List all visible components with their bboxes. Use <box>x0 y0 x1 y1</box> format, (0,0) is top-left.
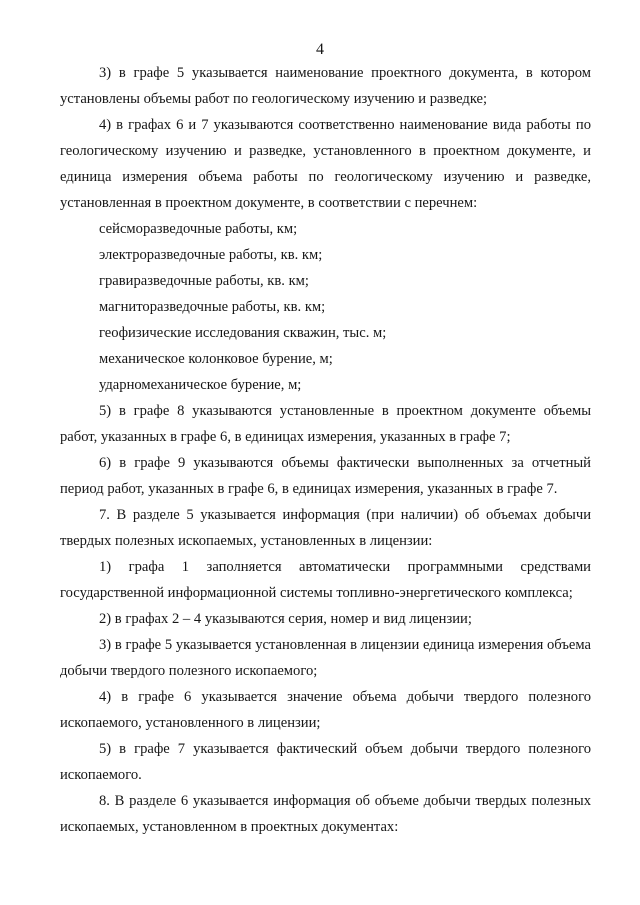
paragraph-graphs-2-4-license: 2) в графах 2 – 4 указываются серия, номер и вид лицензии; <box>99 611 472 627</box>
paragraph-graph-1-auto-filled: 1) графа 1 заполняется автоматически программными средствами государственной информационной системы топливно-энергетического комплекса; <box>60 559 591 601</box>
list-item: электроразведочные работы, кв. км; <box>99 247 323 263</box>
list-item: ударномеханическое бурение, м; <box>99 377 302 393</box>
list-item: магниторазведочные работы, кв. км; <box>99 299 326 315</box>
list-item: гравиразведочные работы, кв. км; <box>99 273 309 289</box>
list-item: сейсморазведочные работы, км; <box>99 221 298 237</box>
paragraph-graph-9-actual-volumes: 6) в графе 9 указываются объемы фактически выполненных за отчетный период работ, указанных в графе 6, в единицах измерения, указанных в графе 7. <box>60 455 591 497</box>
list-item: геофизические исследования скважин, тыс. м; <box>99 325 387 341</box>
paragraph-graph-8-planned-volumes: 5) в графе 8 указываются установленные в проектном документе объемы работ, указанных в графе 6, в единицах измерения, указанных в графе 7; <box>60 403 591 445</box>
list-item: механическое колонковое бурение, м; <box>99 351 333 367</box>
paragraph-section-6-project-volumes: 8. В разделе 6 указывается информация об объеме добычи твердых полезных ископаемых, установленном в проектных документах: <box>60 793 591 835</box>
paragraph-graph-7-actual-volume: 5) в графе 7 указывается фактический объем добычи твердого полезного ископаемого. <box>60 741 591 783</box>
document-body <box>60 60 591 840</box>
page-number: 4 <box>316 41 324 58</box>
paragraph-section-5-license-volumes: 7. В разделе 5 указывается информация (при наличии) об объемах добычи твердых полезных ископаемых, установленных в лицензии: <box>60 507 591 549</box>
paragraph-graph-5-unit: 3) в графе 5 указывается установленная в лицензии единица измерения объема добычи твердого полезного ископаемого; <box>60 637 591 679</box>
paragraph-graph-5-project-document: 3) в графе 5 указывается наименование проектного документа, в котором установлены объемы работ по геологическому изучению и разведке; <box>60 65 591 107</box>
paragraph-graphs-6-7-work-types: 4) в графах 6 и 7 указываются соответственно наименование вида работы по геологическому изучению и разведке, установленного в проектном документе, и единица измерения объема работы по геологическому изучению и разведке, установленная в проектном документе, в соответствии с перечнем: <box>60 117 591 211</box>
paragraph-graph-6-license-value: 4) в графе 6 указывается значение объема добычи твердого полезного ископаемого, установленного в лицензии; <box>60 689 591 731</box>
